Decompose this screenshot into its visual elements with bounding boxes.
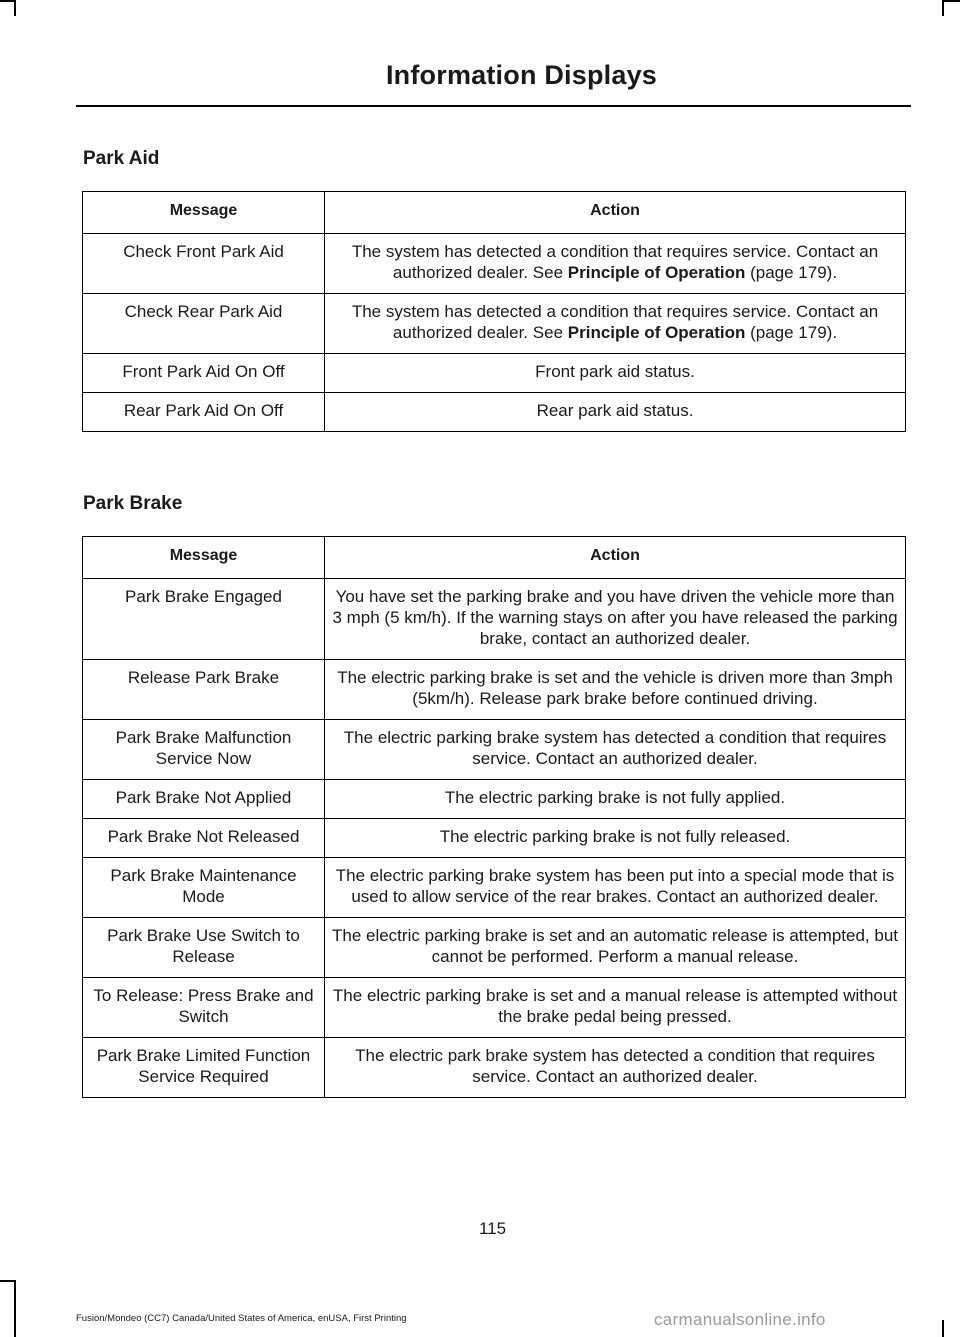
column-header-message: Message <box>83 537 325 579</box>
watermark: carmanualsonline.info <box>654 1310 826 1329</box>
crop-mark <box>14 1280 16 1337</box>
message-cell: Release Park Brake <box>83 660 325 720</box>
table-row <box>83 1038 906 1098</box>
action-cell: The electric parking brake system has been put into a special mode that is used to allow service of the rear brakes. Contact an authorized dealer. <box>325 858 906 918</box>
park-brake-table <box>82 536 906 1098</box>
page-reference: (page 179). <box>745 263 838 282</box>
page-title: Information Displays <box>385 60 657 90</box>
table-row <box>83 858 906 918</box>
crop-mark <box>942 1320 944 1337</box>
footer-edition-text: Fusion/Mondeo (CC7) Canada/United States of America, enUSA, First Printing <box>76 1313 407 1324</box>
table-row <box>83 780 906 819</box>
action-cell: The electric parking brake is not fully released. <box>325 819 906 858</box>
action-cell: The electric parking brake is set and a manual release is attempted without the brake pedal being pressed. <box>325 978 906 1038</box>
message-cell: Park Brake Malfunction Service Now <box>83 720 325 780</box>
column-header-message: Message <box>83 192 325 234</box>
action-text: The system has detected a condition that requires service. Contact an authorized dealer. See <box>351 242 879 282</box>
message-cell: Park Brake Limited Function Service Required <box>83 1038 325 1098</box>
message-cell: Park Brake Not Applied <box>83 780 325 819</box>
message-cell: Park Brake Use Switch to Release <box>83 918 325 978</box>
crop-mark <box>944 0 960 2</box>
action-cell: The electric parking brake is not fully applied. <box>325 780 906 819</box>
table-header-row <box>83 537 906 579</box>
action-cell <box>325 294 906 354</box>
action-cell: The electric park brake system has detected a condition that requires service. Contact an authorized dealer. <box>325 1038 906 1098</box>
crop-mark <box>0 1280 16 1282</box>
message-cell: To Release: Press Brake and Switch <box>83 978 325 1038</box>
action-cell <box>325 234 906 294</box>
action-cell: The electric parking brake is set and an automatic release is attempted, but cannot be performed. Perform a manual release. <box>325 918 906 978</box>
action-cell: You have set the parking brake and you have driven the vehicle more than 3 mph (5 km/h). If the warning stays on after you have released the parking brake, contact an authorized dealer. <box>325 579 906 660</box>
table-row <box>83 579 906 660</box>
table-row <box>83 234 906 294</box>
message-cell: Park Brake Engaged <box>83 579 325 660</box>
cross-reference-link[interactable]: Principle of Operation <box>567 263 746 282</box>
crop-mark <box>14 0 16 16</box>
column-header-action: Action <box>325 192 906 234</box>
crop-mark <box>942 0 944 16</box>
header-divider <box>76 105 911 107</box>
table-row <box>83 393 906 432</box>
action-cell: Rear park aid status. <box>325 393 906 432</box>
table-row <box>83 819 906 858</box>
table-row <box>83 354 906 393</box>
action-cell: Front park aid status. <box>325 354 906 393</box>
section-title-park-brake: Park Brake <box>83 493 183 514</box>
action-text: The system has detected a condition that requires service. Contact an authorized dealer. See <box>351 302 879 342</box>
message-cell: Rear Park Aid On Off <box>83 393 325 432</box>
section-title-park-aid: Park Aid <box>83 148 160 169</box>
table-row <box>83 660 906 720</box>
table-row <box>83 918 906 978</box>
message-cell: Front Park Aid On Off <box>83 354 325 393</box>
message-cell: Check Front Park Aid <box>83 234 325 294</box>
table-row <box>83 294 906 354</box>
park-aid-table <box>82 191 906 432</box>
cross-reference-link[interactable]: Principle of Operation <box>567 323 746 342</box>
table-row <box>83 978 906 1038</box>
column-header-action: Action <box>325 537 906 579</box>
page-reference: (page 179). <box>745 323 838 342</box>
table-row <box>83 720 906 780</box>
message-cell: Park Brake Not Released <box>83 819 325 858</box>
page-number: 115 <box>478 1219 507 1238</box>
action-cell: The electric parking brake is set and the vehicle is driven more than 3mph (5km/h). Release park brake before continued driving. <box>325 660 906 720</box>
action-cell: The electric parking brake system has detected a condition that requires service. Contact an authorized dealer. <box>325 720 906 780</box>
table-header-row <box>83 192 906 234</box>
message-cell: Check Rear Park Aid <box>83 294 325 354</box>
message-cell: Park Brake Maintenance Mode <box>83 858 325 918</box>
